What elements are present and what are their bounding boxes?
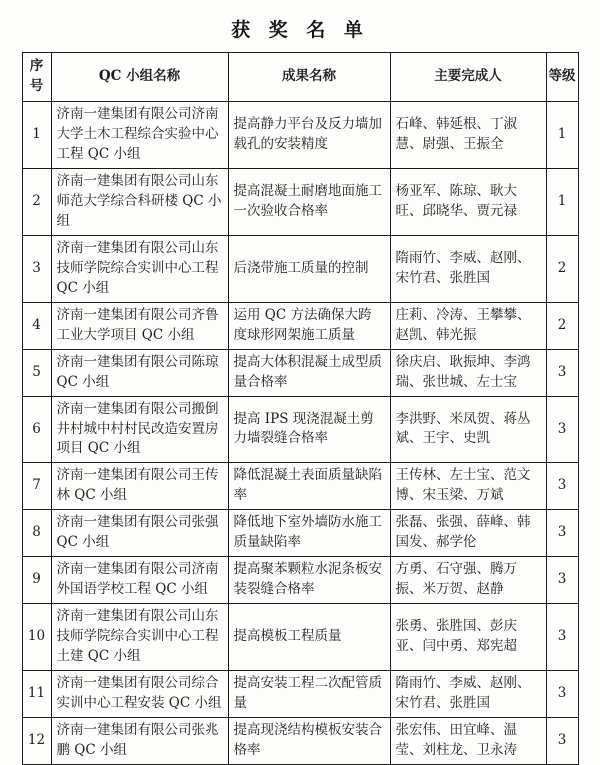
- cell-grade: 2: [546, 302, 578, 349]
- table-row: [22, 671, 578, 718]
- cell-no: 9: [22, 557, 51, 604]
- cell-no: 1: [22, 101, 51, 168]
- table-row: [22, 101, 578, 168]
- cell-contributors: 张勇、张胜国、彭庆亚、闫中勇、郑宪超: [390, 604, 546, 671]
- cell-grade: 3: [546, 396, 578, 463]
- cell-group: 济南一建集团有限公司山东技师学院综合实训中心工程土建 QC 小组: [51, 604, 228, 671]
- cell-contributors: 徐庆启、耿振坤、李鸿瑞、张世城、左士宝: [390, 349, 546, 396]
- cell-group: 济南一建集团有限公司搬倒井村城中村村民改造安置房项目 QC 小组: [51, 396, 228, 463]
- cell-grade: 3: [546, 671, 578, 718]
- cell-no: 12: [22, 718, 51, 765]
- cell-contributors: 方勇、石守强、腾万振、米万贺、赵静: [390, 557, 546, 604]
- cell-grade: 1: [546, 168, 578, 235]
- cell-group: 济南一建集团有限公司王传林 QC 小组: [51, 463, 228, 510]
- cell-achievement: 降低混凝土表面质量缺陷率: [228, 463, 390, 510]
- table-row: [22, 604, 578, 671]
- cell-group: 济南一建集团有限公司济南外国语学校工程 QC 小组: [51, 557, 228, 604]
- table-row: [22, 557, 578, 604]
- cell-contributors: 庄莉、冷涛、王攀攀、赵凯、韩光振: [390, 302, 546, 349]
- cell-achievement: 运用 QC 方法确保大跨度球形网架施工质量: [228, 302, 390, 349]
- cell-grade: 3: [546, 604, 578, 671]
- cell-grade: 1: [546, 101, 578, 168]
- cell-achievement: 后浇带施工质量的控制: [228, 235, 390, 302]
- cell-achievement: 提高 IPS 现浇混凝土剪力墙裂缝合格率: [228, 396, 390, 463]
- cell-group: 济南一建集团有限公司济南大学土木工程综合实验中心工程 QC 小组: [51, 101, 228, 168]
- table-row: [22, 168, 578, 235]
- table-header-row: [22, 53, 578, 102]
- cell-group: 济南一建集团有限公司陈琼 QC 小组: [51, 349, 228, 396]
- cell-grade: 3: [546, 510, 578, 557]
- cell-no: 4: [22, 302, 51, 349]
- cell-achievement: 提高静力平台及反力墙加载孔的安装精度: [228, 101, 390, 168]
- cell-grade: 2: [546, 235, 578, 302]
- cell-no: 5: [22, 349, 51, 396]
- cell-contributors: 张磊、张强、薛峰、韩国发、郝学伦: [390, 510, 546, 557]
- awards-table: [22, 52, 579, 765]
- column-header-no: 序号: [22, 53, 51, 102]
- cell-group: 济南一建集团有限公司张兆鹏 QC 小组: [51, 718, 228, 765]
- cell-no: 6: [22, 396, 51, 463]
- cell-no: 11: [22, 671, 51, 718]
- cell-achievement: 提高现浇结构模板安装合格率: [228, 718, 390, 765]
- cell-no: 2: [22, 168, 51, 235]
- cell-group: 济南一建集团有限公司综合实训中心工程安装 QC 小组: [51, 671, 228, 718]
- cell-no: 10: [22, 604, 51, 671]
- column-header-contributors: 主要完成人: [390, 53, 546, 102]
- cell-contributors: 石峰、韩延根、丁淑慧、尉强、王振全: [390, 101, 546, 168]
- column-header-achievement: 成果名称: [228, 53, 390, 102]
- cell-achievement: 降低地下室外墙防水施工质量缺陷率: [228, 510, 390, 557]
- cell-contributors: 王传林、左士宝、范文博、宋玉梁、万斌: [390, 463, 546, 510]
- cell-group: 济南一建集团有限公司张强 QC 小组: [51, 510, 228, 557]
- cell-no: 3: [22, 235, 51, 302]
- cell-achievement: 提高模板工程质量: [228, 604, 390, 671]
- cell-group: 济南一建集团有限公司山东师范大学综合科研楼 QC 小组: [51, 168, 228, 235]
- table-row: [22, 302, 578, 349]
- cell-no: 8: [22, 510, 51, 557]
- cell-contributors: 张宏伟、田宜峰、温莹、刘柱龙、卫永涛: [390, 718, 546, 765]
- cell-contributors: 隋雨竹、李威、赵刚、宋竹君、张胜国: [390, 235, 546, 302]
- table-row: [22, 235, 578, 302]
- cell-contributors: 隋雨竹、李威、赵刚、宋竹君、张胜国: [390, 671, 546, 718]
- cell-group: 济南一建集团有限公司齐鲁工业大学项目 QC 小组: [51, 302, 228, 349]
- cell-no: 7: [22, 463, 51, 510]
- cell-achievement: 提高安装工程二次配管质量: [228, 671, 390, 718]
- table-row: [22, 718, 578, 765]
- table-row: [22, 510, 578, 557]
- cell-grade: 3: [546, 718, 578, 765]
- cell-achievement: 提高大体积混凝土成型质量合格率: [228, 349, 390, 396]
- table-row: [22, 349, 578, 396]
- table-row: [22, 396, 578, 463]
- page-title: 获 奖 名 单: [231, 19, 369, 41]
- cell-achievement: 提高聚苯颗粒水泥条板安装裂缝合格率: [228, 557, 390, 604]
- cell-contributors: 李洪野、米凤贺、蒋丛斌、王宇、史凯: [390, 396, 546, 463]
- table-row: [22, 463, 578, 510]
- column-header-grade: 等级: [546, 53, 578, 102]
- cell-grade: 3: [546, 557, 578, 604]
- cell-grade: 3: [546, 463, 578, 510]
- column-header-group: QC 小组名称: [51, 53, 228, 102]
- cell-contributors: 杨亚军、陈琼、耿大旺、邱晓华、贾元禄: [390, 168, 546, 235]
- cell-group: 济南一建集团有限公司山东技师学院综合实训中心工程 QC 小组: [51, 235, 228, 302]
- cell-achievement: 提高混凝土耐磨地面施工一次验收合格率: [228, 168, 390, 235]
- cell-grade: 3: [546, 349, 578, 396]
